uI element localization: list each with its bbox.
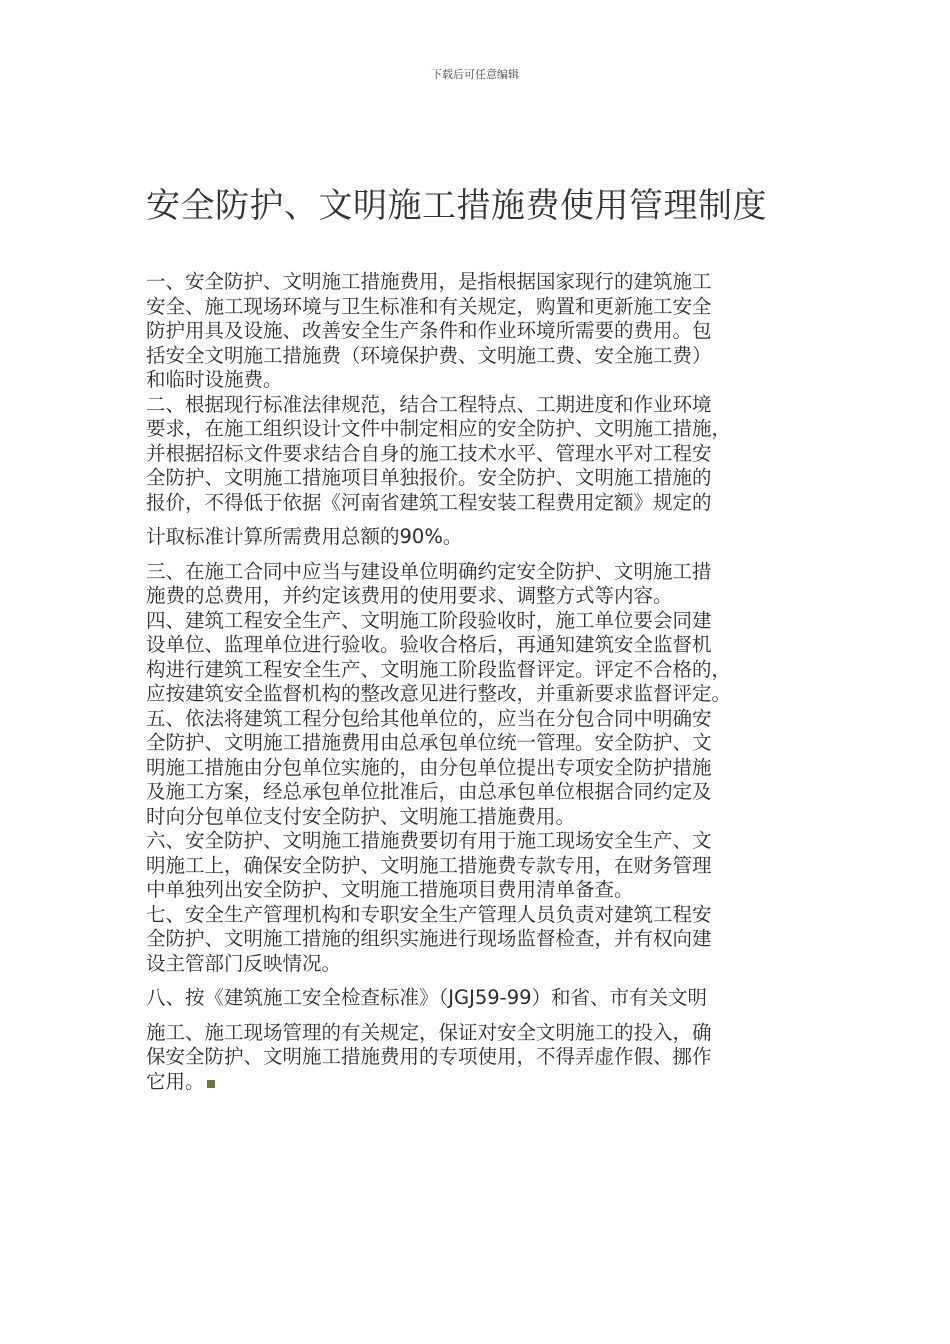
text-line: 六、安全防护、文明施工措施费要切有用于施工现场安全生产、文 bbox=[146, 829, 712, 852]
page-header: 下载后可任意编辑 bbox=[431, 68, 519, 81]
text-line: 保安全防护、文明施工措施费用的专项使用，不得弄虚作假、挪作 bbox=[146, 1045, 712, 1068]
paragraph-6 bbox=[146, 1021, 826, 1095]
text-line: 全防护、文明施工措施费用由总承包单位统一管理。安全防护、文 bbox=[146, 731, 712, 754]
text-line: 设主管部门反映情况。 bbox=[146, 951, 342, 975]
text-line: 四、建筑工程安全生产、文明施工阶段验收时，施工单位要会同建 bbox=[146, 608, 712, 632]
text-line: 明施工上，确保安全防护、文明施工措施费专款专用，在财务管理 bbox=[146, 853, 712, 877]
paragraph-3 bbox=[146, 525, 826, 550]
text-line: 八、按《建筑施工安全检查标准》（JGJ59-99）和省、市有关文明 bbox=[146, 986, 708, 1009]
text-line: 一、安全防护、文明施工措施费用，是指根据国家现行的建筑施工 bbox=[146, 270, 712, 293]
paragraph-4 bbox=[146, 560, 826, 977]
text-line: 施工、施工现场管理的有关规定，保证对安全文明施工的投入，确 bbox=[146, 1020, 712, 1044]
text-line: 三、在施工合同中应当与建设单位明确约定安全防护、文明施工措 bbox=[146, 559, 712, 583]
text-line: 施费的总费用，并约定该费用的使用要求、调整方式等内容。 bbox=[146, 584, 673, 607]
paragraph-1 bbox=[146, 270, 826, 393]
text-line: 二、根据现行标准法律规范，结合工程特点、工期进度和作业环境 bbox=[146, 392, 712, 416]
paragraph-5 bbox=[146, 986, 826, 1011]
text-line: 防护用具及设施、改善安全生产条件和作业环境所需要的费用。包 bbox=[146, 319, 712, 342]
text-line: 安全、施工现场环境与卫生标准和有关规定，购置和更新施工安全 bbox=[146, 294, 712, 318]
document-title: 安全防护、文明施工措施费使用管理制度 bbox=[146, 186, 767, 226]
paragraph-2 bbox=[146, 393, 826, 516]
text-line: 七、安全生产管理机构和专职安全生产管理人员负责对建筑工程安 bbox=[146, 902, 712, 926]
document-body bbox=[146, 270, 826, 1094]
text-line: 五、依法将建筑工程分包给其他单位的，应当在分包合同中明确安 bbox=[146, 706, 712, 730]
text-line: 及施工方案，经总承包单位批准后，由总承包单位根据合同约定及 bbox=[146, 780, 712, 803]
text-line: 括安全文明施工措施费（环境保护费、文明施工费、安全施工费） bbox=[146, 343, 712, 367]
text-line: 它用。 bbox=[146, 1069, 205, 1093]
image-anchor-icon bbox=[207, 1080, 215, 1088]
text-line: 设单位、监理单位进行验收。验收合格后，再通知建筑安全监督机 bbox=[146, 633, 712, 656]
text-line: 全防护、文明施工措施的组织实施进行现场监督检查，并有权向建 bbox=[146, 927, 712, 950]
text-line: 构进行建筑工程安全生产、文明施工阶段监督评定。评定不合格的， bbox=[146, 657, 732, 681]
text-line: 要求，在施工组织设计文件中制定相应的安全防护、文明施工措施， bbox=[146, 417, 732, 440]
text-line-last bbox=[146, 1070, 826, 1095]
text-line: 并根据招标文件要求结合自身的施工技术水平、管理水平对工程安 bbox=[146, 441, 712, 465]
text-line: 全防护、文明施工措施项目单独报价。安全防护、文明施工措施的 bbox=[146, 466, 712, 489]
text-line: 明施工措施由分包单位实施的，由分包单位提出专项安全防护措施 bbox=[146, 755, 712, 779]
text-line: 和临时设施费。 bbox=[146, 368, 283, 391]
text-line: 计取标准计算所需费用总额的90%。 bbox=[146, 525, 463, 548]
text-line: 中单独列出安全防护、文明施工措施项目费用清单备查。 bbox=[146, 878, 634, 901]
text-line: 应按建筑安全监督机构的整改意见进行整改，并重新要求监督评定。 bbox=[146, 682, 732, 705]
text-line: 报价，不得低于依据《河南省建筑工程安装工程费用定额》规定的 bbox=[146, 490, 712, 514]
text-line: 时向分包单位支付安全防护、文明施工措施费用。 bbox=[146, 804, 576, 828]
